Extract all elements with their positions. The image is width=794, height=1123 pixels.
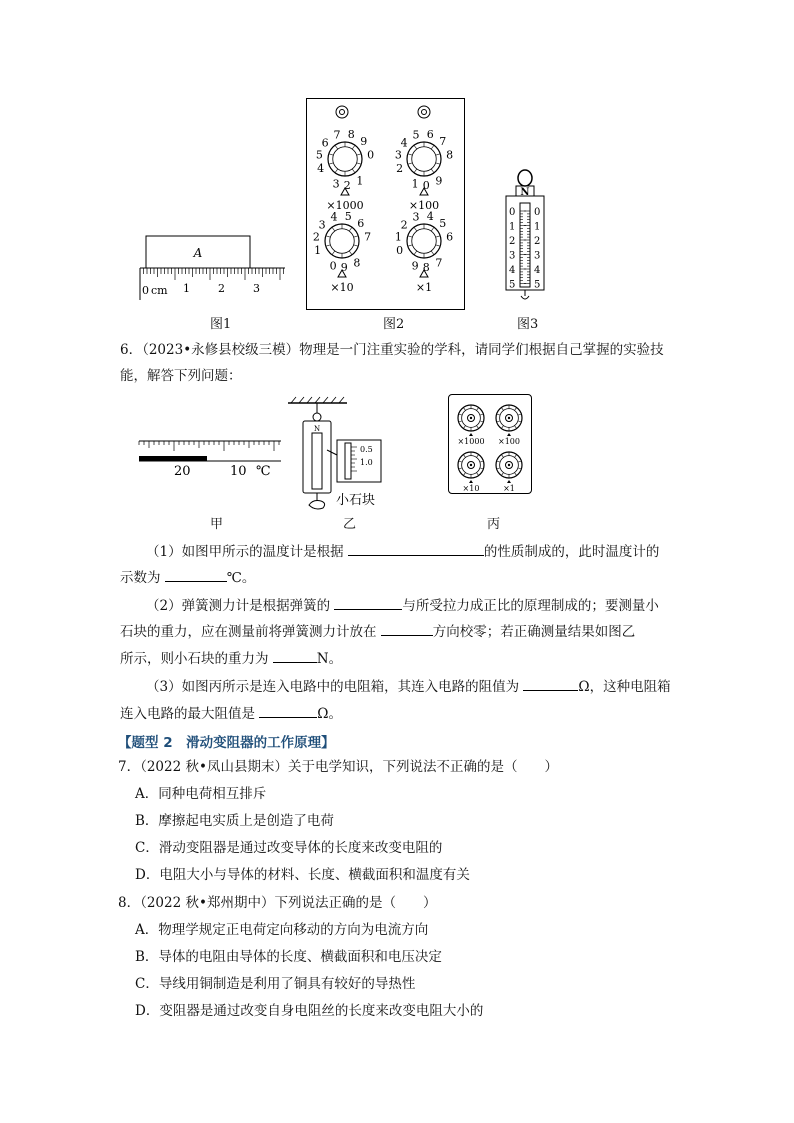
dial-digit: 9 (411, 259, 419, 273)
q6-header-cont: 能，解答下列问题： (120, 368, 242, 384)
figure-jia-caption: 甲 (210, 517, 224, 532)
q6-part2-line3: 所示，则小石块的重力为 N。 (120, 648, 342, 669)
q8-option-c[interactable]: C．导线用铜制造是利用了铜具有较好的导热性 (135, 976, 416, 992)
scale-label-right: 2 (534, 236, 541, 247)
q8-stem: 8．（2022 秋•郑州期中）下列说法正确的是（ ） (118, 895, 437, 911)
q8-option-a[interactable]: A．物理学规定正电荷定向移动的方向为电流方向 (135, 922, 429, 938)
small-resistance-dial (457, 405, 484, 446)
figure-3-spring-scale (500, 165, 550, 300)
q6-blank-principle[interactable] (348, 541, 484, 556)
dial-digit: 2 (396, 161, 404, 175)
scale-label-left: 3 (509, 250, 516, 262)
dial-digit: 7 (333, 128, 341, 142)
q6-part1-line2: 示数为 ℃。 (120, 567, 255, 588)
figure-bing-caption: 丙 (487, 517, 501, 532)
resistance-dial (313, 210, 371, 294)
scale-label-right: 5 (534, 279, 541, 291)
small-dial-multiplier: ×1000 (457, 437, 485, 446)
dial-digit: 1 (394, 230, 402, 244)
dial-digit: 7 (364, 230, 372, 244)
scale-label-left: 0 (509, 207, 516, 218)
scale-label-left: 2 (509, 236, 516, 247)
q7-option-b[interactable]: B．摩擦起电实质上是创造了电荷 (135, 813, 334, 829)
dial-digit: 1 (356, 174, 364, 188)
figure-jia-thermometer (136, 435, 286, 480)
scale-label-left: 4 (509, 265, 516, 276)
svg-text:小石块: 小石块 (336, 493, 376, 508)
dial-digit: 5 (439, 216, 447, 230)
q6-header: 6．（2023•永修县校级三模）物理是一门注重实验的学科，请同学们根据自己掌握的实验技 (120, 342, 664, 358)
dial-digit: 6 (357, 216, 365, 230)
q6-blank-weight[interactable] (273, 648, 317, 663)
q6-part3-line1: （3）如图丙所示是连入电路中的电阻箱，其连入电路的阻值为 Ω，这种电阻箱 (146, 676, 671, 697)
figure-3-caption: 图3 (517, 317, 539, 332)
q7-option-a[interactable]: A．同种电荷相互排斥 (135, 786, 267, 802)
scale-label-right: 1 (534, 221, 541, 233)
svg-text:1: 1 (183, 282, 190, 295)
q7-option-c[interactable]: C．滑动变阻器是通过改变导体的长度来改变电阻的 (135, 840, 443, 856)
dial-digit: 8 (422, 260, 430, 274)
svg-text:N: N (313, 425, 321, 433)
dial-digit: 3 (332, 177, 340, 191)
q6-part1-line1: （1）如图甲所示的温度计是根据 的性质制成的，此时温度计的 (146, 541, 659, 562)
q6-blank-reading[interactable] (165, 567, 227, 582)
dial-digit: 1 (314, 243, 322, 257)
dial-digit: 7 (435, 256, 443, 270)
dial-digit: 0 (422, 178, 430, 192)
figure-2-resistance-box (306, 98, 465, 310)
q6-blank-spring[interactable] (334, 595, 402, 610)
resistance-dial (395, 128, 453, 212)
dial-digit: 0 (329, 259, 337, 273)
dial-multiplier: ×1000 (326, 199, 364, 212)
svg-text:℃: ℃ (256, 464, 271, 479)
q6-part2-line2: 石块的重力，应在测量前将弹簧测力计放在 方向校零；若正确测量结果如图乙 (120, 621, 635, 642)
dial-digit: 8 (446, 148, 454, 162)
small-dial-multiplier: ×1 (503, 484, 515, 493)
svg-text:3: 3 (253, 282, 260, 295)
dial-digit: 2 (312, 230, 320, 244)
dial-digit: 9 (435, 174, 443, 188)
figure-1-caption: 图1 (210, 317, 232, 332)
dial-digit: 8 (353, 256, 361, 270)
figure-1-ruler (135, 230, 290, 305)
dial-digit: 7 (439, 134, 447, 148)
dial-digit: 1 (411, 177, 419, 191)
dial-digit: 0 (367, 148, 375, 162)
scale-label-right: 4 (534, 265, 541, 276)
section-header-type2: 【题型 2 滑动变阻器的工作原理】 (118, 735, 335, 751)
small-resistance-dial (496, 405, 522, 446)
svg-text:0.5: 0.5 (360, 445, 373, 454)
dial-digit: 4 (330, 210, 338, 224)
resistance-dial (316, 128, 374, 212)
q8-option-b[interactable]: B．导体的电阻由导体的长度、横截面积和电压决定 (135, 949, 442, 965)
dial-digit: 6 (446, 230, 454, 244)
dial-digit: 6 (321, 136, 329, 150)
q6-blank-direction[interactable] (381, 621, 433, 636)
q7-stem: 7．（2022 秋•凤山县期末）关于电学知识，下列说法不正确的是（ ） (118, 759, 558, 775)
q7-option-d[interactable]: D．电阻大小与导体的材料、长度、横截面积和温度有关 (135, 867, 470, 883)
svg-text:20: 20 (174, 464, 191, 479)
dial-digit: 3 (394, 148, 402, 162)
svg-text:cm: cm (151, 284, 168, 297)
svg-text:10: 10 (230, 464, 247, 479)
small-resistance-dial (458, 452, 484, 493)
figure-bing-resistance-box (448, 394, 532, 494)
dial-digit: 3 (412, 210, 420, 224)
svg-text:0: 0 (142, 284, 149, 297)
dial-digit: 4 (426, 209, 434, 223)
block-label: A (193, 246, 203, 260)
q6-part2-line1: （2）弹簧测力计是根据弹簧的 与所受拉力成正比的原理制成的；要测量小 (146, 595, 659, 616)
q6-blank-max-resistance[interactable] (259, 703, 317, 718)
scale-label-left: 5 (509, 279, 516, 291)
dial-digit: 9 (360, 134, 368, 148)
small-resistance-dial (496, 452, 522, 493)
scale-label-right: 0 (534, 207, 541, 218)
q8-option-d[interactable]: D．变阻器是通过改变自身电阻丝的长度来改变电阻大小的 (135, 1003, 484, 1019)
dial-digit: 4 (317, 161, 325, 175)
dial-digit: 2 (343, 178, 351, 192)
dial-multiplier: ×1 (415, 281, 433, 294)
dial-digit: 3 (318, 218, 326, 232)
small-dial-multiplier: ×10 (462, 484, 480, 493)
dial-digit: 8 (347, 127, 355, 141)
dial-digit: 0 (396, 243, 404, 257)
svg-text:1.0: 1.0 (360, 458, 373, 467)
q6-part3-line2: 连入电路的最大阻值是 Ω。 (120, 703, 342, 724)
figure-2-caption: 图2 (383, 317, 405, 332)
dial-digit: 6 (426, 127, 434, 141)
dial-digit: 2 (400, 218, 408, 232)
scale-label-left: 1 (509, 221, 516, 233)
resistance-dial (395, 210, 453, 294)
dial-digit: 5 (412, 128, 420, 142)
q6-blank-resistance[interactable] (523, 676, 578, 691)
dial-digit: 5 (315, 148, 323, 162)
dial-multiplier: ×10 (330, 281, 354, 294)
dial-digit: 4 (400, 136, 408, 150)
scale-label-right: 3 (534, 250, 541, 262)
figure-yi-spring-scale (285, 395, 395, 520)
dial-digit: 9 (340, 260, 348, 274)
svg-text:N: N (520, 187, 530, 198)
small-dial-multiplier: ×100 (498, 437, 520, 446)
dial-multiplier: ×100 (408, 199, 440, 212)
figure-yi-caption: 乙 (343, 517, 357, 532)
dial-digit: 5 (344, 209, 352, 223)
svg-text:2: 2 (218, 282, 225, 295)
